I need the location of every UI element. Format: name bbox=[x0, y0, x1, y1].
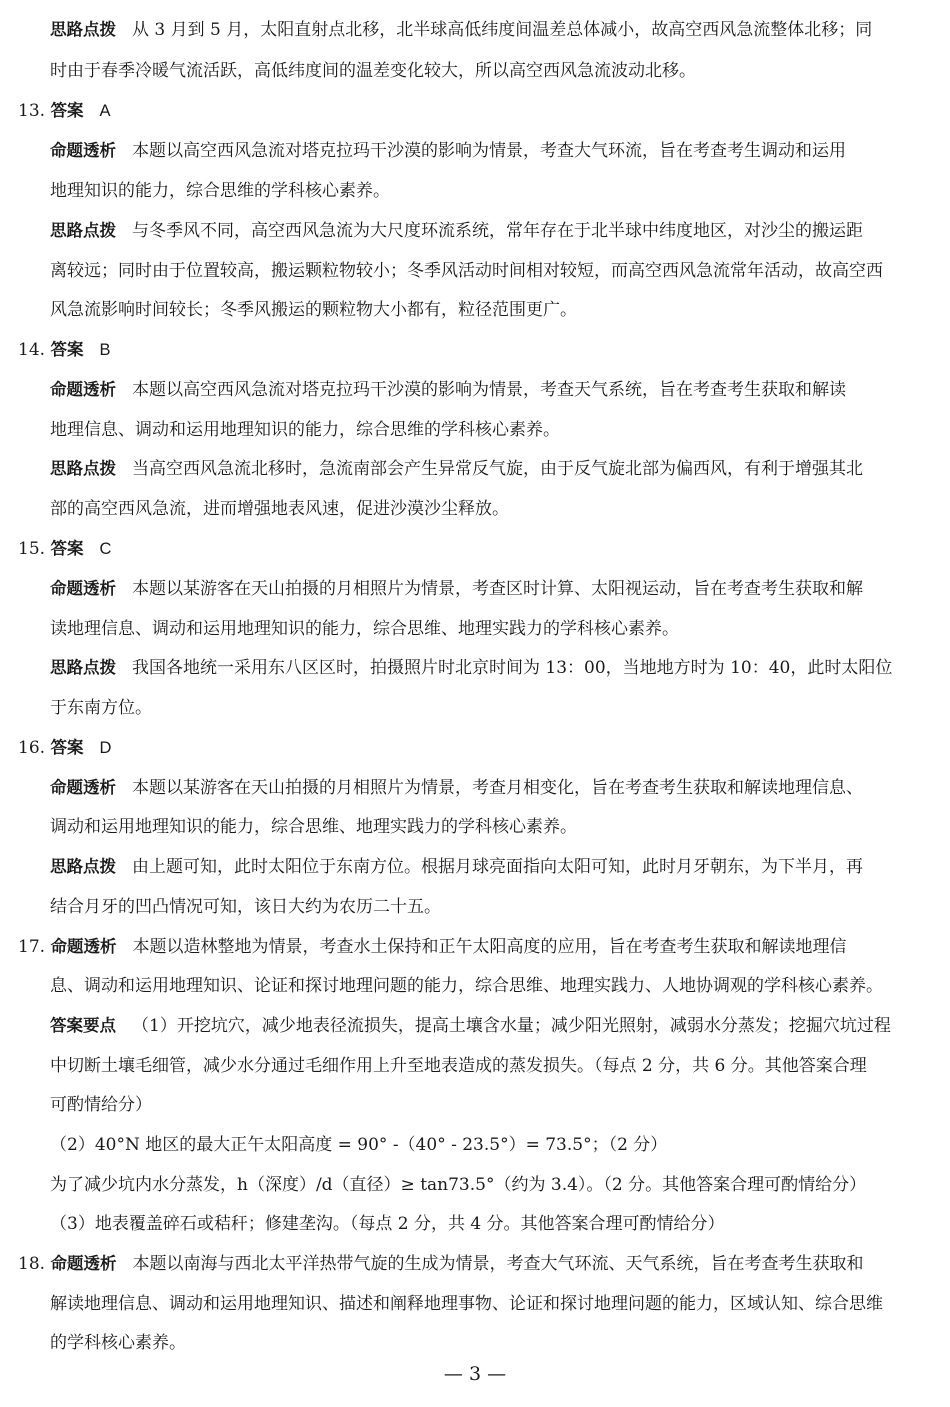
q14-mingti-line-2: 地理信息、调动和运用地理知识的能力，综合思维的学科核心素养。 bbox=[50, 420, 560, 440]
q16-answer-value: D bbox=[99, 739, 112, 757]
q13-silu-line-3: 风急流影响时间较长；冬季风搬运的颗粒物大小都有，粒径范围更广。 bbox=[50, 300, 577, 320]
q17-mingti-label: 命题透析 bbox=[50, 937, 117, 956]
q15-mingti-line-1 bbox=[50, 577, 930, 601]
q17-yaodian-line-3: 可酌情给分） bbox=[50, 1095, 152, 1115]
q14-answer-line bbox=[18, 338, 930, 362]
q14-answer-value: B bbox=[99, 341, 111, 359]
q14-mingti-label: 命题透析 bbox=[50, 380, 116, 399]
q13-answer-value: A bbox=[99, 102, 111, 120]
q16-silu-label: 思路点拨 bbox=[50, 857, 116, 876]
q13-answer-label: 答案 bbox=[50, 101, 84, 120]
q17-part2-line-2: 为了减少坑内水分蒸发，h（深度）/d（直径）≥ tan73.5°（约为 3.4）。（2 分。其他答案合理可酌情给分） bbox=[50, 1175, 867, 1195]
q17-number: 17. bbox=[18, 937, 46, 957]
q15-silu-line-2: 于东南方位。 bbox=[50, 698, 152, 718]
q16-mingti-line-1 bbox=[50, 776, 930, 800]
q16-silu-line-2: 结合月牙的凹凸情况可知，该日大约为农历二十五。 bbox=[50, 897, 441, 917]
q15-silu-label: 思路点拨 bbox=[50, 658, 116, 677]
q13-mingti-label: 命题透析 bbox=[50, 141, 116, 160]
q13-answer-line bbox=[18, 99, 930, 123]
q16-mingti-text-1: 本题以某游客在天山拍摄的月相照片为情景，考查月相变化，旨在考查考生获取和解读地理信息、 bbox=[132, 778, 863, 798]
q15-answer-value: C bbox=[99, 540, 112, 558]
q15-silu-text-1: 我国各地统一采用东八区区时，拍摄照片时北京时间为 13：00，当地地方时为 10：40，此时太阳位 bbox=[132, 658, 893, 678]
q16-silu-line-1 bbox=[50, 855, 930, 879]
q13-mingti-line-2: 地理知识的能力，综合思维的学科核心素养。 bbox=[50, 181, 390, 201]
q17-yaodian-line-2: 中切断土壤毛细管，减少水分通过毛细作用上升至地表造成的蒸发损失。（每点 2 分，共 6 分。其他答案合理 bbox=[50, 1056, 867, 1076]
q16-mingti-line-2: 调动和运用地理知识的能力，综合思维、地理实践力的学科核心素养。 bbox=[50, 817, 577, 837]
q12-silu-label: 思路点拨 bbox=[50, 20, 116, 39]
q13-silu-text-1: 与冬季风不同，高空西风急流为大尺度环流系统，常年存在于北半球中纬度地区，对沙尘的搬运距 bbox=[132, 221, 863, 241]
q14-silu-label: 思路点拨 bbox=[50, 459, 116, 478]
q13-silu-line-2: 离较远；同时由于位置较高，搬运颗粒物较小；冬季风活动时间相对较短，而高空西风急流常年活动，故高空西 bbox=[50, 261, 883, 281]
q13-mingti-line-1 bbox=[50, 139, 930, 163]
q17-mingti-text-1: 本题以造林整地为情景，考查水土保持和正午太阳高度的应用，旨在考查考生获取和解读地理信 bbox=[132, 937, 847, 957]
q13-silu-line-1 bbox=[50, 219, 930, 243]
q14-silu-text-1: 当高空西风急流北移时，急流南部会产生异常反气旋，由于反气旋北部为偏西风，有利于增强其北 bbox=[132, 459, 863, 479]
q18-number: 18. bbox=[18, 1254, 46, 1274]
q17-mingti-line-1 bbox=[18, 935, 930, 959]
q15-answer-line bbox=[18, 537, 930, 561]
q15-mingti-line-2: 读地理信息、调动和运用地理知识的能力，综合思维、地理实践力的学科核心素养。 bbox=[50, 619, 679, 639]
q17-mingti-line-2: 息、调动和运用地理知识、论证和探讨地理问题的能力，综合思维、地理实践力、人地协调观的学科核心素养。 bbox=[50, 976, 883, 996]
q17-yaodian-line-1 bbox=[50, 1014, 930, 1038]
q12-silu-text-1: 从 3 月到 5 月，太阳直射点北移，北半球高低纬度间温差总体减小，故高空西风急流整体北移；同 bbox=[132, 20, 873, 40]
q16-answer-label: 答案 bbox=[50, 738, 84, 757]
q18-mingti-label: 命题透析 bbox=[50, 1254, 117, 1273]
q16-answer-line bbox=[18, 736, 930, 760]
q18-mingti-text-1: 本题以南海与西北太平洋热带气旋的生成为情景，考查大气环流、天气系统，旨在考查考生获取和 bbox=[132, 1254, 864, 1274]
q14-silu-line-1 bbox=[50, 457, 930, 481]
q16-number: 16. bbox=[18, 738, 46, 758]
q14-mingti-text-1: 本题以高空西风急流对塔克拉玛干沙漠的影响为情景，考查天气系统，旨在考查考生获取和解读 bbox=[132, 380, 846, 400]
q12-silu-line-2: 时由于春季冷暖气流活跃，高低纬度间的温差变化较大，所以高空西风急流波动北移。 bbox=[50, 61, 696, 81]
q18-mingti-line-2: 解读地理信息、调动和运用地理知识、描述和阐释地理事物、论证和探讨地理问题的能力，区域认知、综合思维 bbox=[50, 1294, 883, 1314]
q14-silu-line-2: 部的高空西风急流，进而增强地表风速，促进沙漠沙尘释放。 bbox=[50, 499, 509, 519]
q15-answer-label: 答案 bbox=[50, 539, 84, 558]
q16-mingti-label: 命题透析 bbox=[50, 778, 116, 797]
q15-mingti-text-1: 本题以某游客在天山拍摄的月相照片为情景，考查区时计算、太阳视运动，旨在考查考生获取和解 bbox=[132, 579, 863, 599]
q15-number: 15. bbox=[18, 539, 46, 559]
q15-silu-line-1 bbox=[50, 656, 930, 680]
q17-part3-line: （3）地表覆盖碎石或秸秆；修建垄沟。（每点 2 分，共 4 分。其他答案合理可酌情给分） bbox=[50, 1214, 725, 1234]
page-number: — 3 — bbox=[443, 1363, 507, 1385]
q17-yaodian-text-1: （1）开挖坑穴，减少地表径流损失，提高土壤含水量；减少阳光照射，减弱水分蒸发；挖掘穴坑过程 bbox=[132, 1016, 891, 1036]
q14-mingti-line-1 bbox=[50, 378, 930, 402]
q13-mingti-text-1: 本题以高空西风急流对塔克拉玛干沙漠的影响为情景，考查大气环流，旨在考查考生调动和运用 bbox=[132, 141, 846, 161]
q14-number: 14. bbox=[18, 340, 46, 360]
q16-silu-text-1: 由上题可知，此时太阳位于东南方位。根据月球亮面指向太阳可知，此时月牙朝东，为下半月，再 bbox=[132, 857, 863, 877]
q15-mingti-label: 命题透析 bbox=[50, 579, 116, 598]
q17-part2-line-1: （2）40°N 地区的最大正午太阳高度 = 90° -（40° - 23.5°）= 73.5°；（2 分） bbox=[50, 1135, 668, 1155]
q13-silu-label: 思路点拨 bbox=[50, 221, 116, 240]
q12-silu-line-1 bbox=[50, 18, 930, 42]
q13-number: 13. bbox=[18, 101, 46, 121]
q17-yaodian-label: 答案要点 bbox=[50, 1016, 116, 1035]
q18-mingti-line-3: 的学科核心素养。 bbox=[50, 1333, 186, 1353]
q14-answer-label: 答案 bbox=[50, 340, 84, 359]
q18-mingti-line-1 bbox=[18, 1252, 930, 1276]
